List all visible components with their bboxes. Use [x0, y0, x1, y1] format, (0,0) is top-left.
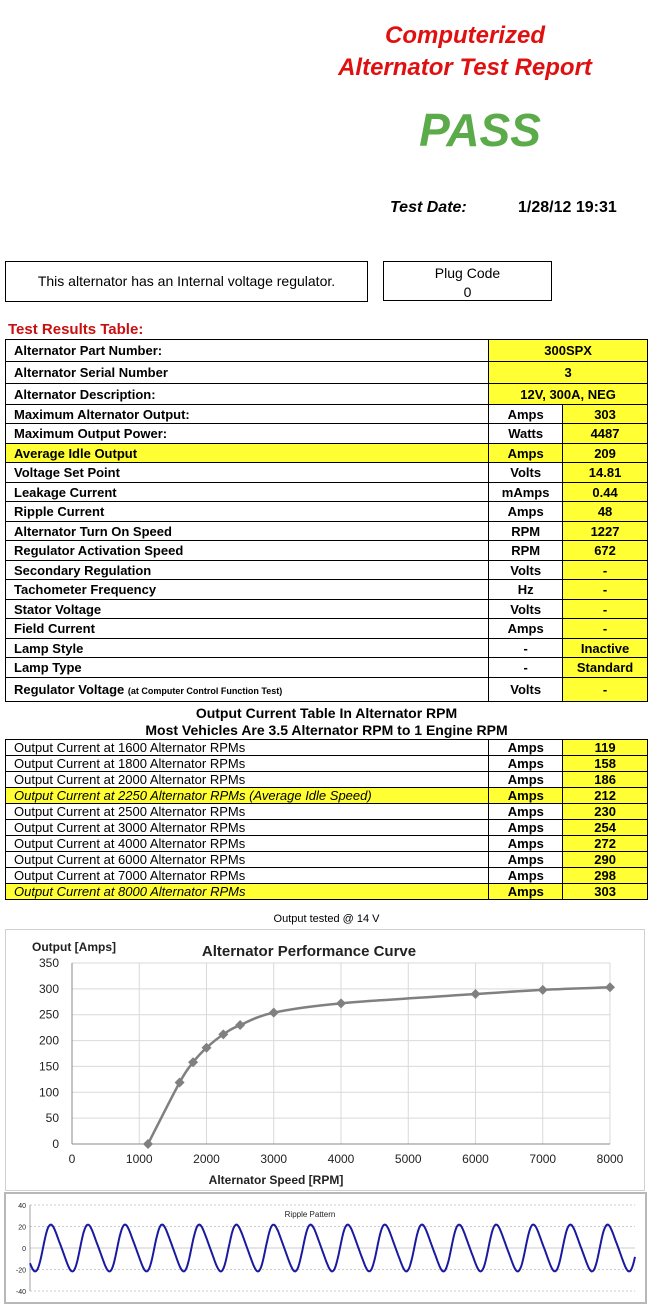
x-tick-label: 4000: [327, 1152, 355, 1166]
row-label-sub: (at Computer Control Function Test): [127, 686, 283, 696]
x-tick-label: 6000: [462, 1152, 489, 1166]
row-label: Tachometer Frequency: [6, 580, 489, 600]
table-row: [6, 561, 648, 580]
row-label: Average Idle Output: [6, 444, 489, 463]
performance-curve-chart: [5, 929, 645, 1191]
chart-title: Alternator Performance Curve: [201, 943, 417, 960]
row-value: 290: [563, 852, 648, 868]
row-value: 186: [563, 772, 648, 788]
y-tick-label: 200: [38, 1033, 59, 1048]
table-row: [6, 756, 648, 772]
table-row: [6, 678, 648, 702]
row-label: Maximum Alternator Output:: [6, 405, 489, 424]
row-value: 14.81: [563, 463, 648, 483]
row-value: 254: [563, 820, 648, 836]
row-value: 298: [563, 868, 648, 884]
y-tick-label: -40: [15, 1289, 26, 1296]
table-row: [6, 639, 648, 658]
row-value: 303: [563, 405, 648, 424]
output-table-title-line1: Output Current Table In Alternator RPM: [195, 705, 458, 721]
row-value: Standard: [563, 658, 648, 678]
x-tick-label: 2000: [193, 1152, 220, 1166]
row-value: 0.44: [563, 483, 648, 502]
description-value: 12V, 300A, NEG: [489, 384, 648, 405]
results-table: [5, 339, 648, 702]
row-value: 303: [563, 884, 648, 900]
table-row: [6, 772, 648, 788]
y-tick-label: 350: [38, 956, 59, 970]
row-unit: RPM: [489, 522, 563, 541]
row-label: Lamp Style: [6, 639, 489, 658]
table-row: [6, 619, 648, 639]
report-title-line2: Alternator Test Report: [338, 54, 592, 81]
table-row: [6, 740, 648, 756]
x-tick-label: 8000: [596, 1152, 624, 1166]
plug-code-box: [383, 261, 552, 301]
row-unit: Amps: [489, 852, 563, 868]
y-tick-label: 100: [38, 1085, 59, 1100]
test-date-value: 1/28/12 19:31: [518, 199, 617, 216]
row-label: Field Current: [6, 619, 489, 639]
table-row: [6, 804, 648, 820]
row-unit: RPM: [489, 541, 563, 561]
row-label: Output Current at 7000 Alternator RPMs: [6, 868, 489, 884]
row-unit: -: [489, 658, 563, 678]
output-table-title-line2: Most Vehicles Are 3.5 Alternator RPM to 1 Engine RPM: [145, 722, 508, 738]
description-label: Alternator Description:: [6, 384, 489, 405]
ripple-pattern-chart: [4, 1192, 647, 1304]
row-unit: Amps: [489, 740, 563, 756]
y-tick-label: -20: [15, 1267, 26, 1275]
row-unit: Amps: [489, 804, 563, 820]
table-row: [6, 541, 648, 561]
row-label: Regulator Activation Speed: [6, 541, 489, 561]
row-unit: Amps: [489, 884, 563, 900]
row-label: Secondary Regulation: [6, 561, 489, 580]
row-unit: Amps: [489, 772, 563, 788]
table-row: [6, 522, 648, 541]
results-table-title: Test Results Table:: [8, 321, 144, 338]
row-value: -: [563, 580, 648, 600]
row-label: [6, 678, 489, 702]
row-value: 672: [563, 541, 648, 561]
output-table-title: [5, 705, 648, 739]
output-tested-note: Output tested @ 14 V: [273, 913, 380, 925]
row-value: 230: [563, 804, 648, 820]
y-tick-label: 40: [18, 1203, 26, 1210]
row-label: Output Current at 1800 Alternator RPMs: [6, 756, 489, 772]
y-tick-label: 150: [38, 1059, 59, 1074]
row-unit: Volts: [489, 678, 563, 702]
part-number-value: 300SPX: [489, 340, 648, 362]
row-unit: Volts: [489, 600, 563, 619]
row-label: Output Current at 3000 Alternator RPMs: [6, 820, 489, 836]
x-tick-label: 1000: [125, 1152, 153, 1166]
row-value: 119: [563, 740, 648, 756]
y-tick-label: 0: [22, 1246, 26, 1253]
row-unit: Amps: [489, 756, 563, 772]
row-unit: Amps: [489, 868, 563, 884]
x-tick-label: 5000: [394, 1152, 422, 1166]
row-unit: Amps: [489, 820, 563, 836]
output-current-table: [5, 739, 648, 900]
serial-number-value: 3: [489, 362, 648, 384]
table-row-highlighted: [6, 444, 648, 463]
x-tick-label: 0: [68, 1152, 76, 1166]
row-value: -: [563, 561, 648, 580]
table-row: [6, 424, 648, 444]
row-unit: Amps: [489, 444, 563, 463]
part-number-label: Alternator Part Number:: [6, 340, 489, 362]
row-value: 272: [563, 836, 648, 852]
row-label: Maximum Output Power:: [6, 424, 489, 444]
plug-code-label: Plug Code: [434, 265, 501, 281]
table-row: [6, 580, 648, 600]
row-value: -: [563, 600, 648, 619]
table-row: [6, 502, 648, 522]
table-row: [6, 868, 648, 884]
table-row: [6, 836, 648, 852]
row-label: Output Current at 6000 Alternator RPMs: [6, 852, 489, 868]
row-label: Output Current at 8000 Alternator RPMs: [6, 884, 489, 900]
row-label: Voltage Set Point: [6, 463, 489, 483]
row-value: 48: [563, 502, 648, 522]
row-value: 212: [563, 788, 648, 804]
row-unit: Amps: [489, 619, 563, 639]
y-tick-label: 0: [52, 1137, 59, 1151]
row-label-main: Regulator Voltage: [14, 682, 125, 697]
table-row: [6, 658, 648, 678]
row-unit: Amps: [489, 788, 563, 804]
row-unit: Amps: [489, 836, 563, 852]
row-value: 4487: [563, 424, 648, 444]
y-tick-label: 250: [38, 1007, 59, 1022]
table-row: [6, 852, 648, 868]
table-row-highlighted: [6, 788, 648, 804]
row-unit: mAmps: [489, 483, 563, 502]
row-label: Ripple Current: [6, 502, 489, 522]
table-row: [6, 362, 648, 384]
row-value: 1227: [563, 522, 648, 541]
row-unit: Hz: [489, 580, 563, 600]
table-row: [6, 463, 648, 483]
y-tick-label: 20: [18, 1224, 26, 1232]
row-label: Output Current at 2000 Alternator RPMs: [6, 772, 489, 788]
x-tick-label: 7000: [529, 1152, 557, 1166]
row-unit: Watts: [489, 424, 563, 444]
chart-title: Ripple Pattern: [284, 1210, 336, 1219]
row-value: 209: [563, 444, 648, 463]
y-tick-label: 50: [45, 1111, 59, 1126]
row-value: -: [563, 678, 648, 702]
x-tick-label: 3000: [260, 1152, 288, 1166]
regulator-note-box: This alternator has an Internal voltage regulator.: [5, 261, 368, 302]
row-label: Alternator Turn On Speed: [6, 522, 489, 541]
row-label: Leakage Current: [6, 483, 489, 502]
row-label: Lamp Type: [6, 658, 489, 678]
row-unit: -: [489, 639, 563, 658]
table-row: [6, 340, 648, 362]
report-title: [300, 20, 630, 84]
row-unit: Volts: [489, 561, 563, 580]
table-row: [6, 820, 648, 836]
plug-code-value: 0: [463, 284, 472, 300]
serial-number-label: Alternator Serial Number: [6, 362, 489, 384]
x-axis-label: Alternator Speed [RPM]: [208, 1173, 344, 1187]
report-title-line1: Computerized: [384, 22, 545, 49]
table-row: [6, 483, 648, 502]
row-label: Output Current at 4000 Alternator RPMs: [6, 836, 489, 852]
test-date-label: Test Date:: [390, 199, 467, 216]
table-row: [6, 384, 648, 405]
row-value: 158: [563, 756, 648, 772]
row-unit: Amps: [489, 502, 563, 522]
table-row: [6, 405, 648, 424]
table-row-highlighted: [6, 884, 648, 900]
row-label: Output Current at 2500 Alternator RPMs: [6, 804, 489, 820]
y-tick-label: 300: [38, 981, 59, 996]
y-axis-label: Output [Amps]: [32, 940, 116, 954]
row-value: Inactive: [563, 639, 648, 658]
row-unit: Amps: [489, 405, 563, 424]
row-label: Output Current at 1600 Alternator RPMs: [6, 740, 489, 756]
row-unit: Volts: [489, 463, 563, 483]
pass-result: PASS: [419, 104, 541, 156]
table-row: [6, 600, 648, 619]
row-value: -: [563, 619, 648, 639]
row-label: Output Current at 2250 Alternator RPMs (Average Idle Speed): [6, 788, 489, 804]
row-label: Stator Voltage: [6, 600, 489, 619]
